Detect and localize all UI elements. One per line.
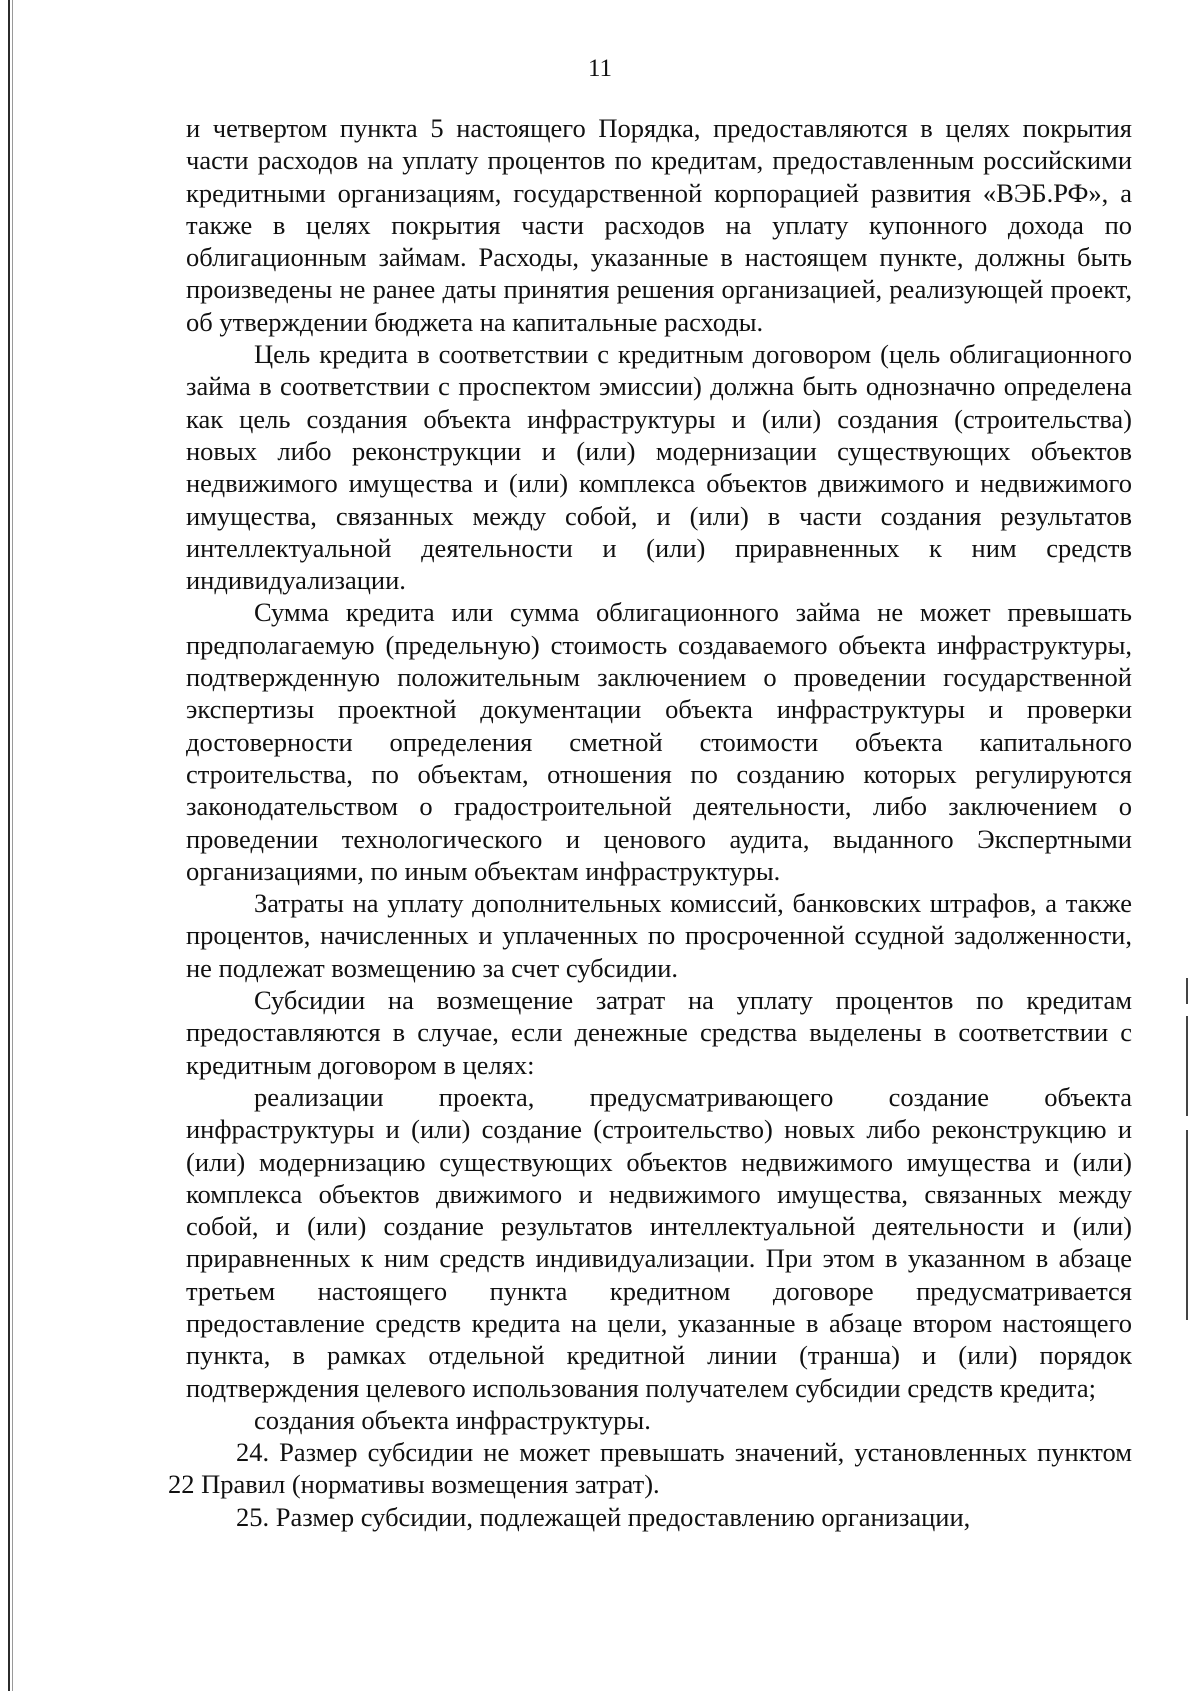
paragraph: создания объекта инфраструктуры. — [254, 1404, 651, 1435]
scan-mark — [1186, 978, 1188, 1004]
paragraph-item-24: 24. Размер субсидии не может превышать значений, установленных пунктом 22 Правил (нормативы возмещения затрат). — [168, 1437, 1132, 1500]
paragraph: Субсидии на возмещение затрат на уплату процентов по кредитам предоставляются в случае, если денежные средства выделены в соответствии с кредитным договором в целях: — [186, 985, 1132, 1080]
paragraph: и четвертом пункта 5 настоящего Порядка, предоставляются в целях покрытия части расходов на уплату процентов по кредитам, предоставленным российскими кредитными организациям, государственной корпорацией развития «ВЭБ.РФ», а также в целях покрытия части расходов на уплату купонного дохода по облигационным займам. Расходы, указанные в настоящем пункте, должны быть произведены не ранее даты принятия решения организацией, реализующей проект, об утверждении бюджета на капитальные расходы. — [186, 113, 1132, 337]
paragraph: реализации проекта, предусматривающего создание объекта инфраструктуры и (или) создание (строительство) новых либо реконструкцию и (или) модернизацию существующих объектов недвижимого имущества и (или) комплекса объектов движимого и недвижимого имущества, связанных между собой, и (или) создание результатов интеллектуальной деятельности и (или) приравненных к ним средств индивидуализации. При этом в указанном в абзаце третьем настоящего пункта кредитном договоре предусматривается предоставление средств кредита на цели, указанные в абзаце втором настоящего пункта, в рамках отдельной кредитной линии (транша) и (или) порядок подтверждения целевого использования получателем субсидии средств кредита; — [186, 1081, 1132, 1403]
scan-edge-left-inner — [12, 0, 13, 1691]
document-body — [168, 112, 1132, 1533]
paragraph-item-25: 25. Размер субсидии, подлежащей предоставлению организации, — [236, 1501, 971, 1532]
scan-mark — [1186, 1016, 1188, 1116]
scan-mark — [1186, 1130, 1188, 1320]
paragraph: Цель кредита в соответствии с кредитным договором (цель облигационного займа в соответствии с проспектом эмиссии) должна быть однозначно определена как цель создания объекта инфраструктуры и (или) создания (строительства) новых либо реконструкции и (или) модернизации существующих объектов недвижимого имущества и (или) комплекса объектов движимого и недвижимого имущества, связанных между собой, и (или) в части создания результатов интеллектуальной деятельности и (или) приравненных к ним средств индивидуализации. — [186, 339, 1132, 596]
scan-edge-left — [8, 0, 10, 1691]
paragraph: Сумма кредита или сумма облигационного займа не может превышать предполагаемую (предельную) стоимость создаваемого объекта инфраструктуры, подтвержденную положительным заключением о проведении государственной экспертизы проектной документации объекта инфраструктуры и проверки достоверности определения сметной стоимости объекта капитального строительства, по объектам, отношения по созданию которых регулируются законодательством о градостроительной деятельности, либо заключением о проведении технологического и ценового аудита, выданного Экспертными организациями, по иным объектам инфраструктуры. — [186, 597, 1132, 886]
paragraph: Затраты на уплату дополнительных комиссий, банковских штрафов, а также процентов, начисленных и уплаченных по просроченной ссудной задолженности, не подлежат возмещению за счет субсидии. — [186, 888, 1132, 983]
page-number: 11 — [587, 55, 613, 82]
